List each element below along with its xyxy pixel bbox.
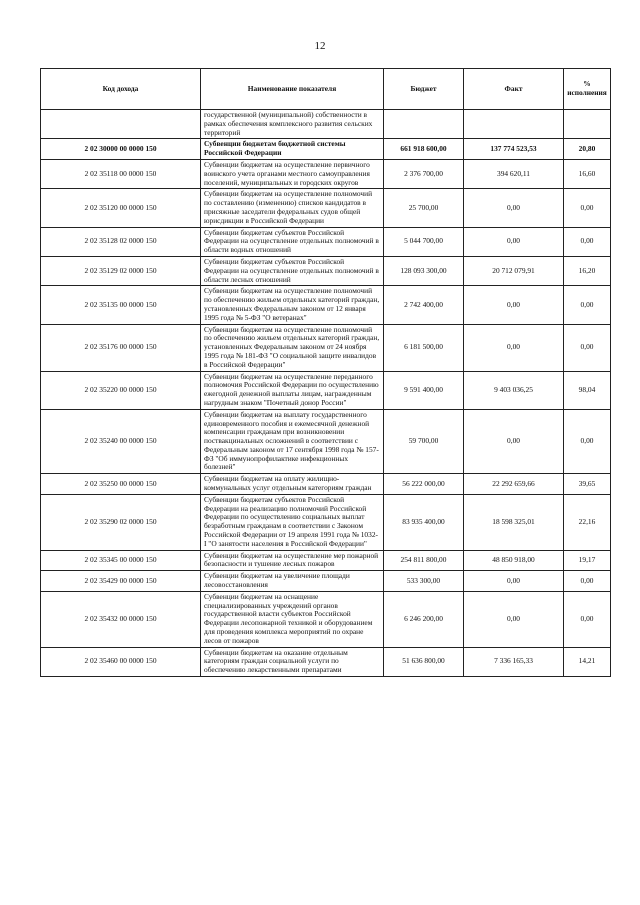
row-percent: 98,04: [564, 371, 611, 409]
row-name: Субвенции бюджетам субъектов Российской Федерации на осуществление отдельных полномочий в области лесных отношений: [201, 256, 384, 285]
row-name: Субвенции бюджетам на осуществление полномочий по обеспечению жильем отдельных категорий граждан, установленных Федеральным законом от 24 ноября 1995 года № 181-ФЗ "О социальной защите инвалидов в Российской Федерации": [201, 324, 384, 371]
row-name: Субвенции бюджетам на осуществление мер пожарной безопасности и тушение лесных пожаров: [201, 550, 384, 571]
row-fact: 9 403 036,25: [464, 371, 564, 409]
table-body: [41, 110, 611, 677]
row-percent: 19,17: [564, 550, 611, 571]
table-row: [41, 571, 611, 592]
row-name: Субвенции бюджетам на оказание отдельным категориям граждан социальной услуги по обеспечению лекарственными препаратами: [201, 647, 384, 676]
header-percent: % исполнения: [564, 69, 611, 110]
row-percent: 0,00: [564, 227, 611, 256]
row-percent: 0,00: [564, 409, 611, 474]
row-budget: 25 700,00: [384, 189, 464, 227]
row-name: Субвенции бюджетам на оплату жилищно-коммунальных услуг отдельным категориям граждан: [201, 474, 384, 495]
row-code: 2 02 35135 00 0000 150: [41, 286, 201, 324]
row-fact: 0,00: [464, 286, 564, 324]
row-fact: 0,00: [464, 324, 564, 371]
row-percent: 0,00: [564, 571, 611, 592]
row-name: Субвенции бюджетам на осуществление полномочий по составлению (изменению) списков кандидатов в присяжные заседатели федеральных судов общей юрисдикции в Российской Федерации: [201, 189, 384, 227]
row-percent: 22,16: [564, 494, 611, 550]
row-fact: 394 620,11: [464, 159, 564, 188]
table-row: [41, 189, 611, 227]
row-fact: 20 712 079,91: [464, 256, 564, 285]
table-row: [41, 591, 611, 647]
row-code: 2 02 35345 00 0000 150: [41, 550, 201, 571]
row-percent: 0,00: [564, 324, 611, 371]
row-name: государственной (муниципальной) собственности в рамках обеспечения комплексного развития сельских территорий: [201, 110, 384, 139]
table-row: [41, 474, 611, 495]
row-fact: 0,00: [464, 571, 564, 592]
row-code: 2 02 35429 00 0000 150: [41, 571, 201, 592]
table-row: [41, 159, 611, 188]
row-name: Субвенции бюджетам на осуществление первичного воинского учета органами местного самоуправления поселений, муниципальных и городских округов: [201, 159, 384, 188]
table-row: [41, 550, 611, 571]
row-fact: 137 774 523,53: [464, 139, 564, 160]
table-row: [41, 494, 611, 550]
row-budget: 59 700,00: [384, 409, 464, 474]
row-name: Субвенции бюджетам субъектов Российской Федерации на реализацию полномочий Российской Федерации по осуществлению социальных выплат безработным гражданам в соответствии с Законом Российской Федерации от 19 апреля 1991 года № 1032-I "О занятости населения в Российской Федерации": [201, 494, 384, 550]
row-budget: 6 246 200,00: [384, 591, 464, 647]
table-row: [41, 139, 611, 160]
row-budget: 661 918 600,00: [384, 139, 464, 160]
row-code: 2 02 30000 00 0000 150: [41, 139, 201, 160]
row-code: [41, 110, 201, 139]
row-fact: 0,00: [464, 591, 564, 647]
row-fact: 0,00: [464, 227, 564, 256]
row-name: Субвенции бюджетам на увеличение площади лесовосстановления: [201, 571, 384, 592]
row-name: Субвенции бюджетам на осуществление переданного полномочия Российской Федерации по осуществлению ежегодной денежной выплаты лицам, награжденным нагрудным знаком "Почетный донор России": [201, 371, 384, 409]
row-code: 2 02 35128 02 0000 150: [41, 227, 201, 256]
row-name: Субвенции бюджетам бюджетной системы Российской Федерации: [201, 139, 384, 160]
row-budget: 128 093 300,00: [384, 256, 464, 285]
row-code: 2 02 35460 00 0000 150: [41, 647, 201, 676]
table-header-row: [41, 69, 611, 110]
row-code: 2 02 35250 00 0000 150: [41, 474, 201, 495]
row-budget: 9 591 400,00: [384, 371, 464, 409]
row-code: 2 02 35176 00 0000 150: [41, 324, 201, 371]
row-name: Субвенции бюджетам на оснащение специализированных учреждений органов государственной власти субъектов Российской Федерации лесопожарной техникой и оборудованием для проведения комплекса мероприятий по охране лесов от пожаров: [201, 591, 384, 647]
row-budget: 254 811 800,00: [384, 550, 464, 571]
row-budget: [384, 110, 464, 139]
row-fact: 48 850 918,00: [464, 550, 564, 571]
table-row: [41, 286, 611, 324]
row-code: 2 02 35120 00 0000 150: [41, 189, 201, 227]
table-row: [41, 647, 611, 676]
row-percent: 0,00: [564, 189, 611, 227]
table-row: [41, 324, 611, 371]
row-code: 2 02 35290 02 0000 150: [41, 494, 201, 550]
row-budget: 5 044 700,00: [384, 227, 464, 256]
table-row: [41, 227, 611, 256]
table-row: [41, 409, 611, 474]
row-percent: 39,65: [564, 474, 611, 495]
row-fact: 22 292 659,66: [464, 474, 564, 495]
row-code: 2 02 35118 00 0000 150: [41, 159, 201, 188]
header-budget: Бюджет: [384, 69, 464, 110]
header-name: Наименование показателя: [201, 69, 384, 110]
row-fact: 7 336 165,33: [464, 647, 564, 676]
row-name: Субвенции бюджетам субъектов Российской Федерации на осуществление отдельных полномочий в области водных отношений: [201, 227, 384, 256]
table-row: [41, 371, 611, 409]
row-code: 2 02 35240 00 0000 150: [41, 409, 201, 474]
row-percent: 16,60: [564, 159, 611, 188]
row-fact: 0,00: [464, 189, 564, 227]
row-name: Субвенции бюджетам на осуществление полномочий по обеспечению жильем отдельных категорий граждан, установленных Федеральным законом от 12 января 1995 года № 5-ФЗ "О ветеранах": [201, 286, 384, 324]
header-fact: Факт: [464, 69, 564, 110]
row-code: 2 02 35129 02 0000 150: [41, 256, 201, 285]
table-row: [41, 110, 611, 139]
row-budget: 6 181 500,00: [384, 324, 464, 371]
row-budget: 56 222 000,00: [384, 474, 464, 495]
row-percent: 16,20: [564, 256, 611, 285]
revenue-table: [40, 68, 611, 677]
row-percent: 0,00: [564, 591, 611, 647]
row-code: 2 02 35432 00 0000 150: [41, 591, 201, 647]
row-fact: 18 598 325,01: [464, 494, 564, 550]
table-row: [41, 256, 611, 285]
row-budget: 2 376 700,00: [384, 159, 464, 188]
page-number: 12: [314, 40, 326, 52]
row-percent: [564, 110, 611, 139]
row-code: 2 02 35220 00 0000 150: [41, 371, 201, 409]
row-percent: 20,80: [564, 139, 611, 160]
row-name: Субвенции бюджетам на выплату государственного единовременного пособия и ежемесячной денежной компенсации гражданам при возникновении поствакцинальных осложнений в соответствии с Федеральным законом от 17 сентября 1998 года № 157-ФЗ "Об иммунопрофилактике инфекционных болезней": [201, 409, 384, 474]
row-percent: 14,21: [564, 647, 611, 676]
row-budget: 533 300,00: [384, 571, 464, 592]
row-budget: 83 935 400,00: [384, 494, 464, 550]
row-fact: [464, 110, 564, 139]
header-code: Код дохода: [41, 69, 201, 110]
row-budget: 2 742 400,00: [384, 286, 464, 324]
row-percent: 0,00: [564, 286, 611, 324]
row-budget: 51 636 800,00: [384, 647, 464, 676]
row-fact: 0,00: [464, 409, 564, 474]
